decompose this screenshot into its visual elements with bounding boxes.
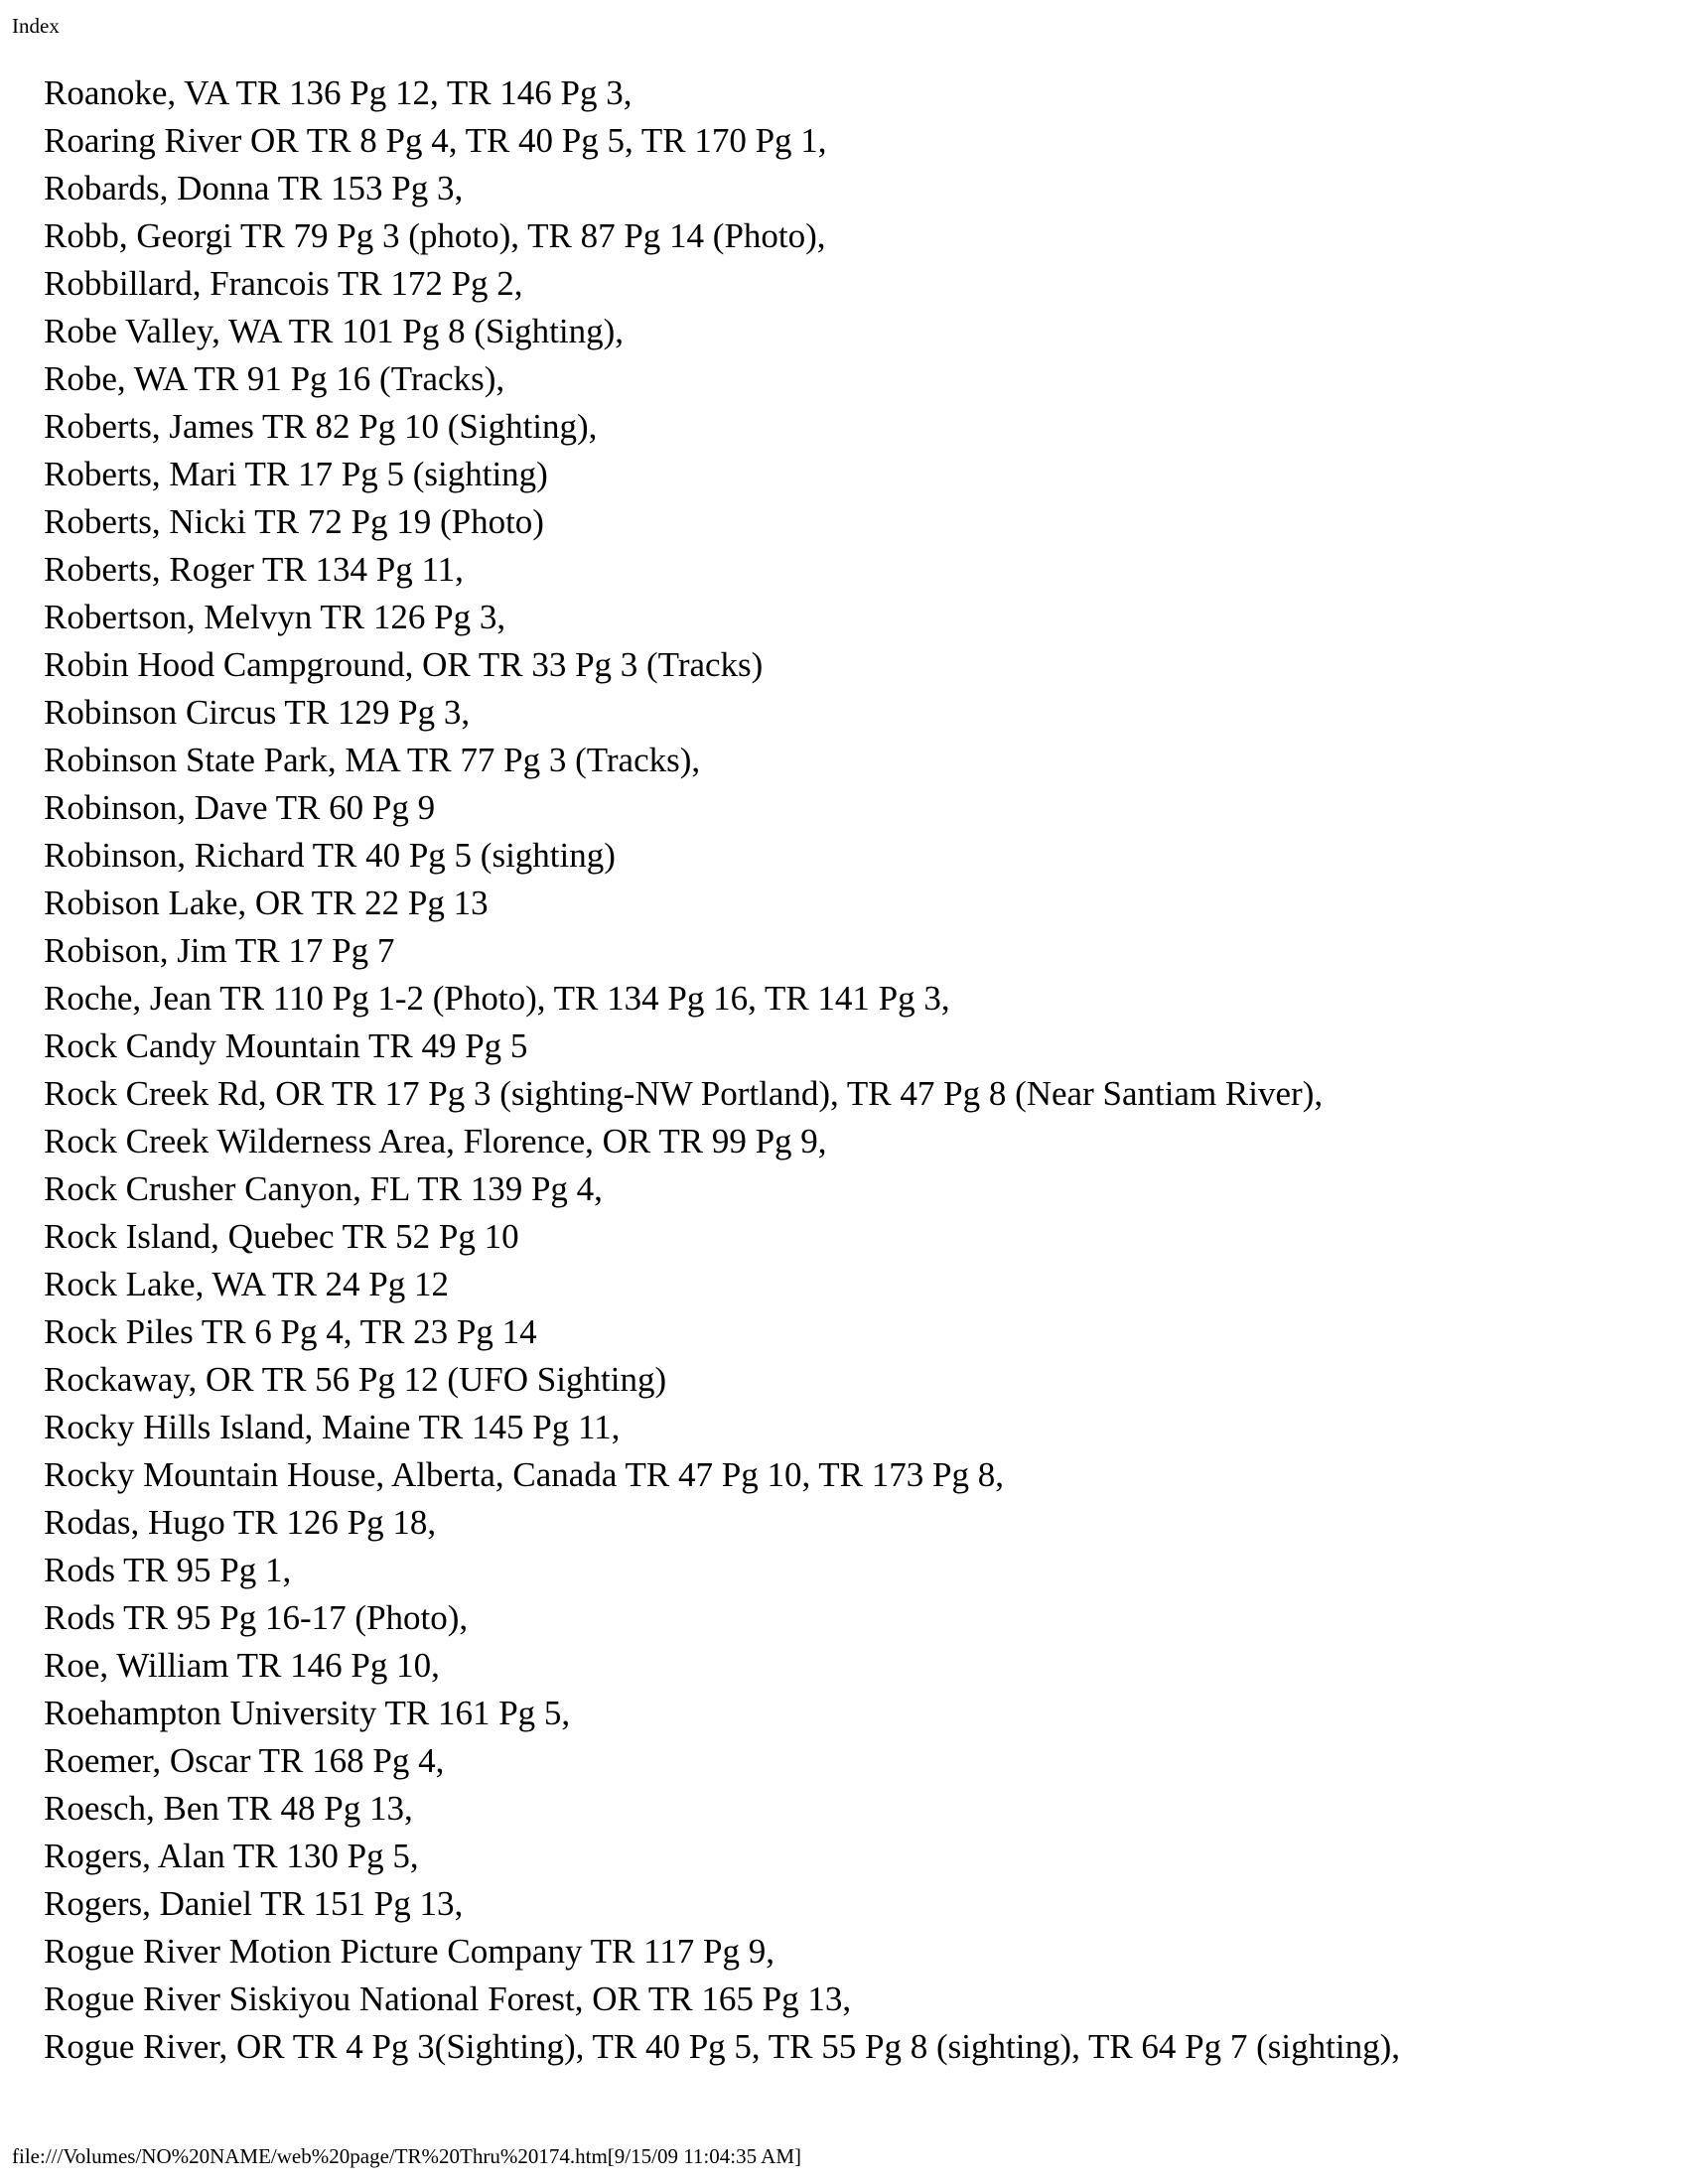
index-entry: Rocky Hills Island, Maine TR 145 Pg 11, <box>44 1408 621 1446</box>
index-entry: Rocky Mountain House, Alberta, Canada TR 47 Pg 10, TR 173 Pg 8, <box>44 1455 1004 1494</box>
index-entry: Roberts, Roger TR 134 Pg 11, <box>44 550 464 589</box>
index-entry: Rock Creek Wilderness Area, Florence, OR TR 99 Pg 9, <box>44 1122 827 1160</box>
index-entry: Roe, William TR 146 Pg 10, <box>44 1646 440 1685</box>
index-entry: Robe Valley, WA TR 101 Pg 8 (Sighting), <box>44 312 625 350</box>
index-entry: Roberts, James TR 82 Pg 10 (Sighting), <box>44 407 598 446</box>
index-entry: Roehampton University TR 161 Pg 5, <box>44 1694 571 1732</box>
index-entry: Rock Creek Rd, OR TR 17 Pg 3 (sighting-NW Portland), TR 47 Pg 8 (Near Santiam River), <box>44 1074 1324 1113</box>
index-entry: Rods TR 95 Pg 16-17 (Photo), <box>44 1598 469 1637</box>
index-entry: Roche, Jean TR 110 Pg 1-2 (Photo), TR 134 Pg 16, TR 141 Pg 3, <box>44 979 950 1018</box>
index-entry: Roaring River OR TR 8 Pg 4, TR 40 Pg 5, TR 170 Pg 1, <box>44 121 827 160</box>
index-entry: Roberts, Mari TR 17 Pg 5 (sighting) <box>44 455 548 493</box>
index-entry: Rogers, Daniel TR 151 Pg 13, <box>44 1884 464 1923</box>
index-entry: Robbillard, Francois TR 172 Pg 2, <box>44 264 523 303</box>
index-entry: Robards, Donna TR 153 Pg 3, <box>44 169 464 207</box>
index-entry: Rodas, Hugo TR 126 Pg 18, <box>44 1503 437 1542</box>
index-entry: Rock Island, Quebec TR 52 Pg 10 <box>44 1217 519 1256</box>
index-entry: Roemer, Oscar TR 168 Pg 4, <box>44 1741 445 1780</box>
index-entry: Rogers, Alan TR 130 Pg 5, <box>44 1837 419 1875</box>
index-entry: Robinson, Richard TR 40 Pg 5 (sighting) <box>44 836 616 875</box>
index-entry: Robinson State Park, MA TR 77 Pg 3 (Tracks), <box>44 741 701 779</box>
index-entry: Rock Crusher Canyon, FL TR 139 Pg 4, <box>44 1169 603 1208</box>
index-entry: Roanoke, VA TR 136 Pg 12, TR 146 Pg 3, <box>44 73 633 112</box>
index-entry: Rock Piles TR 6 Pg 4, TR 23 Pg 14 <box>44 1312 537 1351</box>
index-entry: Rogue River Siskiyou National Forest, OR TR 165 Pg 13, <box>44 1979 852 2018</box>
index-entry: Rods TR 95 Pg 1, <box>44 1551 292 1589</box>
index-entry: Roberts, Nicki TR 72 Pg 19 (Photo) <box>44 502 544 541</box>
page-header: Index <box>12 14 60 38</box>
index-entry: Rogue River, OR TR 4 Pg 3(Sighting), TR 40 Pg 5, TR 55 Pg 8 (sighting), TR 64 Pg 7 (sighting), <box>44 2027 1400 2066</box>
index-entry: Roesch, Ben TR 48 Pg 13, <box>44 1789 413 1828</box>
index-entry: Rogue River Motion Picture Company TR 117 Pg 9, <box>44 1932 774 1971</box>
index-entry: Rock Candy Mountain TR 49 Pg 5 <box>44 1026 528 1065</box>
page-footer-source: file:///Volumes/NO%20NAME/web%20page/TR%20Thru%20174.htm[9/15/09 11:04:35 AM] <box>12 2144 802 2168</box>
index-entry: Robin Hood Campground, OR TR 33 Pg 3 (Tracks) <box>44 645 764 684</box>
index-entry: Robinson, Dave TR 60 Pg 9 <box>44 788 436 827</box>
index-entry: Rock Lake, WA TR 24 Pg 12 <box>44 1265 450 1303</box>
index-entry: Robinson Circus TR 129 Pg 3, <box>44 693 471 732</box>
index-entry: Robb, Georgi TR 79 Pg 3 (photo), TR 87 Pg 14 (Photo), <box>44 216 826 255</box>
index-entry: Robison Lake, OR TR 22 Pg 13 <box>44 884 489 922</box>
index-entry: Robe, WA TR 91 Pg 16 (Tracks), <box>44 359 505 398</box>
index-entry-list <box>44 69 1400 2071</box>
index-entry: Rockaway, OR TR 56 Pg 12 (UFO Sighting) <box>44 1360 667 1399</box>
index-entry: Robison, Jim TR 17 Pg 7 <box>44 931 395 970</box>
index-entry: Robertson, Melvyn TR 126 Pg 3, <box>44 598 506 636</box>
